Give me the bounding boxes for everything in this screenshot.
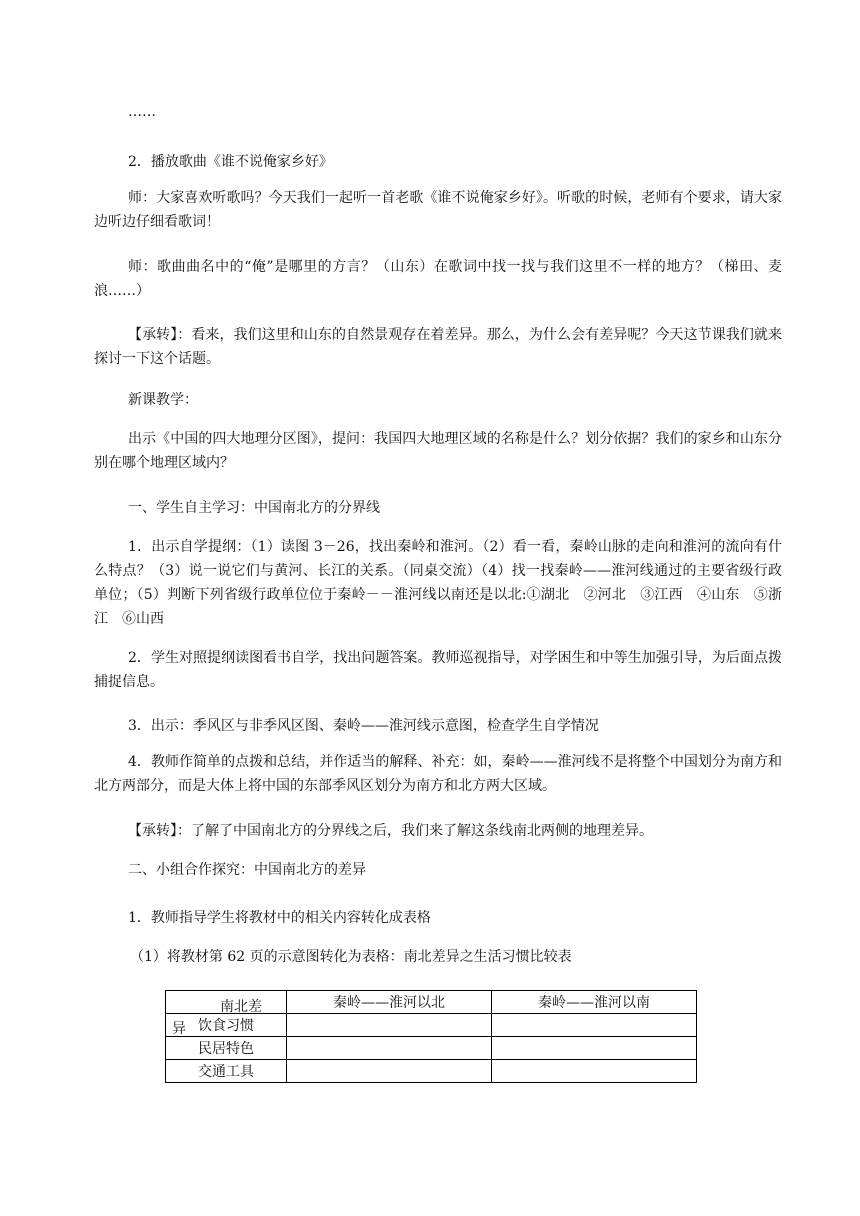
paragraph-transition-1: 【承转】：看来，我们这里和山东的自然景观存在着差异。那么，为什么会有差异呢？今天这节课我们就来探讨一下这个话题。 [94,327,782,367]
ellipsis-line: …… [128,104,156,120]
table-cell [287,1037,492,1060]
table-cell [287,1060,492,1083]
table-cell [492,1037,697,1060]
header-north: 秦岭——淮河以北 [287,991,492,1014]
paragraph-teacher-question-1: 师：大家喜欢听歌吗？今天我们一起听一首老歌《谁不说俺家乡好》。听歌的时候，老师有个要求，请大家边听边仔细看歌词！ [94,190,782,230]
table-row [166,1060,697,1083]
corner-label-line2: 异 [172,1021,186,1037]
paragraph-transition-2: 【承转】：了解了中国南北方的分界线之后，我们来了解这条线南北两侧的地理差异。 [128,823,653,839]
comparison-table [165,990,697,1083]
paragraph-self-study: 2．学生对照提纲读图看书自学，找出问题答案。教师巡视指导，对学困生和中等生加强引导，为后面点拨捕捉信息。 [94,650,782,690]
row-label: 民居特色 [166,1037,287,1060]
section-heading-2: 二、小组合作探究：中国南北方的差异 [128,862,366,878]
section-heading-1: 一、学生自主学习：中国南北方的分界线 [128,500,380,516]
paragraph-table-caption: （1）将教材第 62 页的示意图转化为表格：南北差异之生活习惯比较表 [130,949,572,965]
paragraph-show-maps: 3．出示：季风区与非季风区图、秦岭——淮河线示意图，检查学生自学情况 [128,718,599,734]
paragraph-self-study-outline: 1．出示自学提纲：（1）读图 3－26，找出秦岭和淮河。（2）看一看，秦岭山脉的走向和淮河的流向有什么特点？（3）说一说它们与黄河、长江的关系。（同桌交流）（4）找一找秦岭——淮河线通过的主要省级行政单位；（5）判断下列省级行政单位位于秦岭－－淮河线以南还是以北:①湖北 ②河北 ③江西 ④山东 ⑤浙江 ⑥山西 [94,539,782,627]
paragraph-play-song: 2．播放歌曲《谁不说俺家乡好》 [128,154,333,170]
header-south: 秦岭——淮河以南 [492,991,697,1014]
paragraph-teacher-question-2: 师：歌曲曲名中的“俺”是哪里的方言？（山东）在歌词中找一找与我们这里不一样的地方？（梯田、麦浪……） [94,259,782,299]
paragraph-table-guide: 1．教师指导学生将教材中的相关内容转化成表格 [128,910,431,926]
paragraph-show-map: 出示《中国的四大地理分区图》，提问：我国四大地理区域的名称是什么？划分依据？我们的家乡和山东分别在哪个地理区域内？ [94,431,782,471]
row-label: 交通工具 [166,1060,287,1083]
table-row [166,1037,697,1060]
paragraph-teacher-summary: 4．教师作简单的点拨和总结，并作适当的解释、补充：如，秦岭——淮河线不是将整个中国划分为南方和北方两部分，而是大体上将中国的东部季风区划分为南方和北方两大区域。 [94,754,782,794]
paragraph-new-lesson: 新课教学： [128,392,198,408]
table-header-row [166,991,697,1014]
row-label: 饮食习惯 [166,1014,287,1037]
corner-label-line1: 南北差 [220,999,262,1015]
table-cell [287,1014,492,1037]
table-row [166,1014,697,1037]
table-cell [492,1014,697,1037]
table-cell [492,1060,697,1083]
